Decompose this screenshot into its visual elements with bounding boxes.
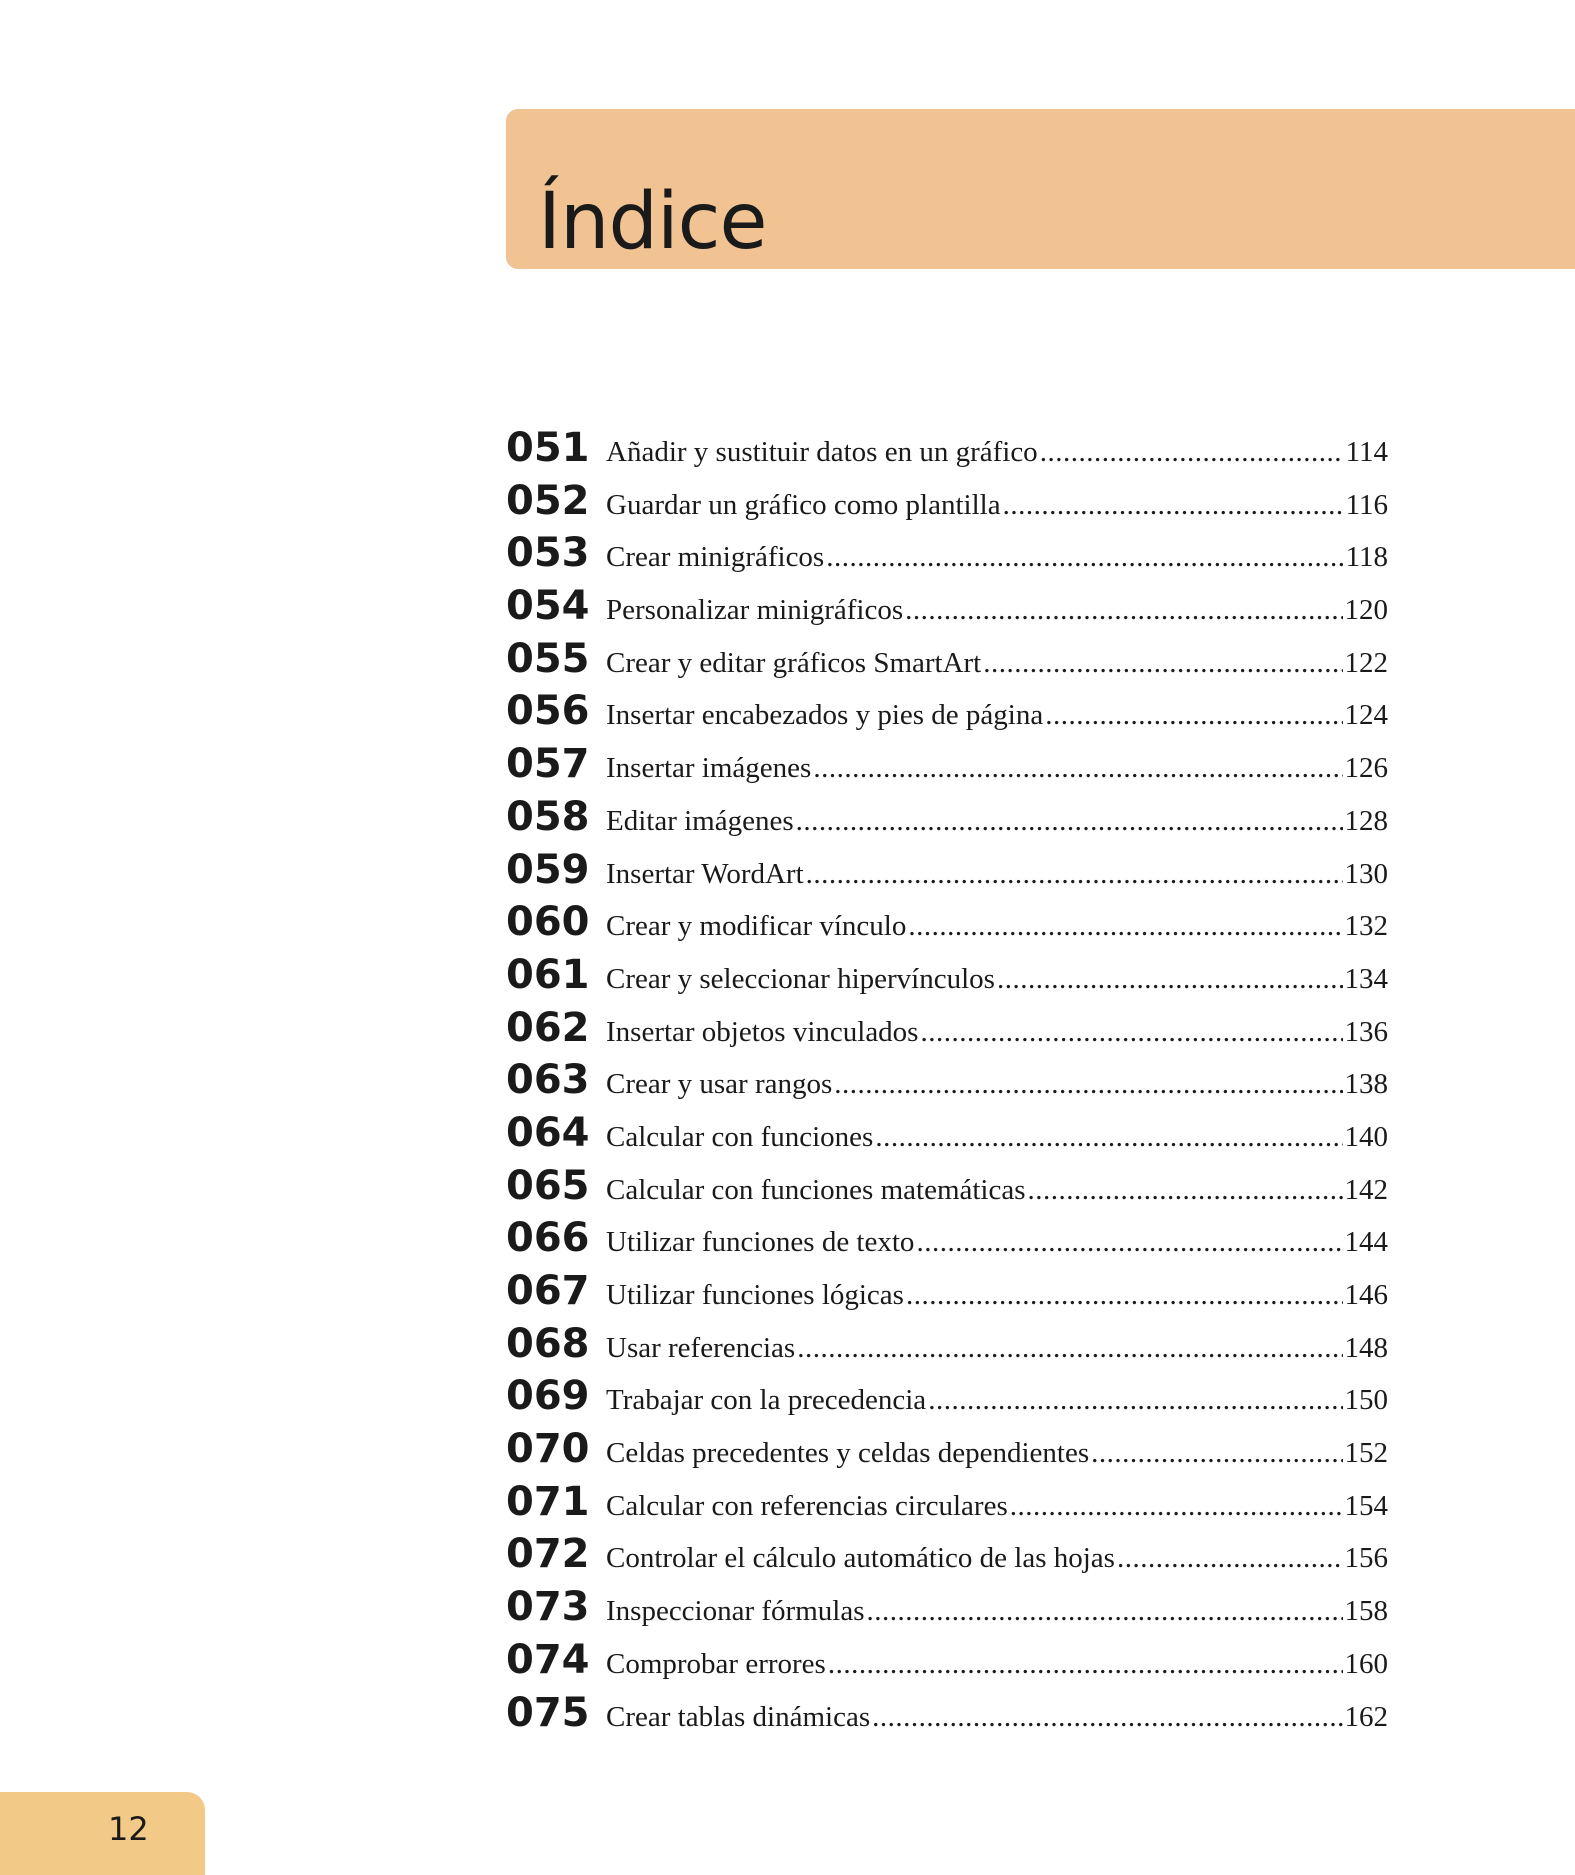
toc-entry-page: 162 [1344,1700,1388,1733]
toc-entry-page: 138 [1344,1068,1388,1101]
toc-entry-number: 058 [506,793,590,840]
toc-entry[interactable] [506,1110,1388,1163]
toc-entry-title: Editar imágenes [606,804,794,837]
header-band [506,109,1575,269]
toc-entry-title: Calcular con funciones [606,1120,874,1153]
toc-entry-title: Celdas precedentes y celdas dependientes [606,1437,1090,1470]
toc-entry-title: Trabajar con la precedencia [606,1384,927,1417]
toc-entry-page: 116 [1345,488,1388,521]
toc-dot-leader [813,752,1342,785]
toc-dot-leader [997,963,1343,996]
toc-entry-title: Insertar imágenes [606,752,812,785]
toc-entry-page: 136 [1344,1015,1388,1048]
toc-entry[interactable] [506,741,1388,794]
toc-entry-page: 142 [1344,1173,1388,1206]
toc-entry-number: 065 [506,1162,590,1209]
toc-entry-number: 064 [506,1109,590,1156]
toc-entry[interactable] [506,1479,1388,1532]
toc-entry[interactable] [506,688,1388,741]
toc-dot-leader [916,1226,1342,1259]
toc-entry-title: Usar referencias [606,1331,796,1364]
toc-dot-leader [1028,1174,1343,1207]
toc-entry-page: 158 [1344,1595,1388,1628]
toc-entry-number: 070 [506,1426,590,1473]
toc-dot-leader [796,805,1343,838]
toc-entry-number: 052 [506,477,590,524]
toc-entry-page: 120 [1344,594,1388,627]
toc-dot-leader [806,858,1343,891]
toc-entry-page: 114 [1345,436,1388,468]
toc-entry-number: 063 [506,1057,590,1104]
page-number-tab [0,1792,205,1875]
toc-entry[interactable] [506,1268,1388,1321]
toc-entry-number: 071 [506,1478,590,1525]
toc-entry[interactable] [506,1163,1388,1216]
toc-entry-title: Insertar WordArt [606,857,804,890]
toc-dot-leader [875,1121,1342,1154]
toc-entry-title: Guardar un gráfico como plantilla [606,488,1001,521]
toc-entry-page: 156 [1344,1542,1388,1575]
toc-entry-page: 124 [1344,699,1388,732]
toc-entry-number: 056 [506,688,590,735]
toc-entry[interactable] [506,1215,1388,1268]
toc-dot-leader [866,1595,1342,1628]
toc-entry-page: 134 [1344,962,1388,995]
toc-dot-leader [834,1068,1342,1101]
toc-entry[interactable] [506,1531,1388,1584]
toc-entry[interactable] [506,478,1388,531]
toc-dot-leader [1040,436,1344,469]
toc-entry[interactable] [506,847,1388,900]
toc-entry[interactable] [506,1584,1388,1637]
toc-entry[interactable] [506,1426,1388,1479]
toc-dot-leader [1117,1542,1343,1575]
toc-dot-leader [920,1016,1342,1049]
toc-entry-title: Añadir y sustituir datos en un gráfico [606,436,1038,468]
toc-entry-page: 146 [1344,1279,1388,1311]
toc-entry-page: 148 [1344,1331,1388,1364]
page-number: 12 [108,1810,149,1848]
toc-entry-title: Controlar el cálculo automático de las hojas [606,1542,1115,1575]
toc-dot-leader [1045,699,1342,732]
toc-dot-leader [1003,489,1344,522]
toc-entry-title: Calcular con funciones matemáticas [606,1173,1026,1206]
toc-dot-leader [1091,1437,1342,1470]
toc-entry-page: 152 [1344,1437,1388,1470]
toc-entry-page: 126 [1344,752,1388,785]
toc-entry-title: Comprobar errores [606,1647,826,1680]
toc-entry-number: 066 [506,1215,590,1262]
toc-dot-leader [1010,1490,1343,1523]
toc-entry-number: 054 [506,583,590,630]
toc-entry-title: Insertar encabezados y pies de página [606,699,1044,732]
toc-entry[interactable] [506,1373,1388,1426]
toc-entry-number: 062 [506,1004,590,1051]
toc-entry-number: 069 [506,1373,590,1420]
toc-entry-page: 118 [1345,541,1388,574]
toc-entry-title: Crear minigráficos [606,541,825,574]
table-of-contents [506,425,1388,1742]
toc-entry[interactable] [506,794,1388,847]
toc-dot-leader [905,594,1342,627]
toc-entry-number: 072 [506,1531,590,1578]
toc-dot-leader [872,1701,1342,1734]
toc-entry-number: 060 [506,899,590,946]
toc-entry-title: Personalizar minigráficos [606,594,904,627]
toc-entry[interactable] [506,1005,1388,1058]
toc-entry-number: 073 [506,1584,590,1631]
toc-entry-number: 053 [506,530,590,577]
toc-entry-number: 057 [506,741,590,788]
toc-entry-page: 144 [1344,1226,1388,1259]
toc-entry-title: Crear y usar rangos [606,1068,833,1101]
toc-entry[interactable] [506,583,1388,636]
toc-entry-number: 067 [506,1268,590,1314]
toc-entry-page: 160 [1344,1647,1388,1680]
toc-entry-title: Crear y modificar vínculo [606,910,907,943]
toc-entry-page: 154 [1344,1489,1388,1522]
toc-entry-number: 061 [506,951,590,998]
toc-entry-number: 055 [506,635,590,682]
toc-entry-title: Inspeccionar fórmulas [606,1595,865,1628]
toc-dot-leader [797,1332,1342,1365]
toc-entry-page: 140 [1344,1120,1388,1153]
toc-entry[interactable] [506,1321,1388,1374]
toc-entry-page: 132 [1344,910,1388,943]
toc-dot-leader [828,1648,1343,1681]
toc-entry-number: 068 [506,1320,590,1367]
toc-entry[interactable] [506,636,1388,689]
toc-dot-leader [908,910,1342,943]
toc-entry[interactable] [506,1057,1388,1110]
toc-entry-title: Calcular con referencias circulares [606,1489,1008,1522]
toc-entry-title: Utilizar funciones de texto [606,1226,915,1259]
toc-entry-number: 074 [506,1636,590,1683]
toc-entry-page: 150 [1344,1384,1388,1417]
toc-entry[interactable] [506,1690,1388,1743]
toc-entry-page: 128 [1344,804,1388,837]
toc-entry-title: Utilizar funciones lógicas [606,1279,904,1311]
toc-entry-page: 130 [1344,857,1388,890]
toc-entry-number: 075 [506,1689,590,1736]
toc-dot-leader [906,1279,1343,1312]
toc-entry-number: 059 [506,846,590,893]
toc-entry-page: 122 [1344,646,1388,679]
toc-entry[interactable] [506,1637,1388,1690]
toc-dot-leader [928,1384,1342,1417]
toc-entry[interactable] [506,530,1388,583]
toc-entry-number: 051 [506,425,590,471]
toc-entry-title: Crear y seleccionar hipervínculos [606,962,995,995]
page-title: Índice [538,177,767,267]
toc-entry[interactable] [506,425,1388,478]
toc-dot-leader [826,541,1343,574]
toc-dot-leader [983,647,1342,680]
toc-entry-title: Insertar objetos vinculados [606,1015,919,1048]
toc-entry-title: Crear y editar gráficos SmartArt [606,646,982,679]
toc-entry[interactable] [506,952,1388,1005]
toc-entry-title: Crear tablas dinámicas [606,1700,871,1733]
toc-entry[interactable] [506,899,1388,952]
